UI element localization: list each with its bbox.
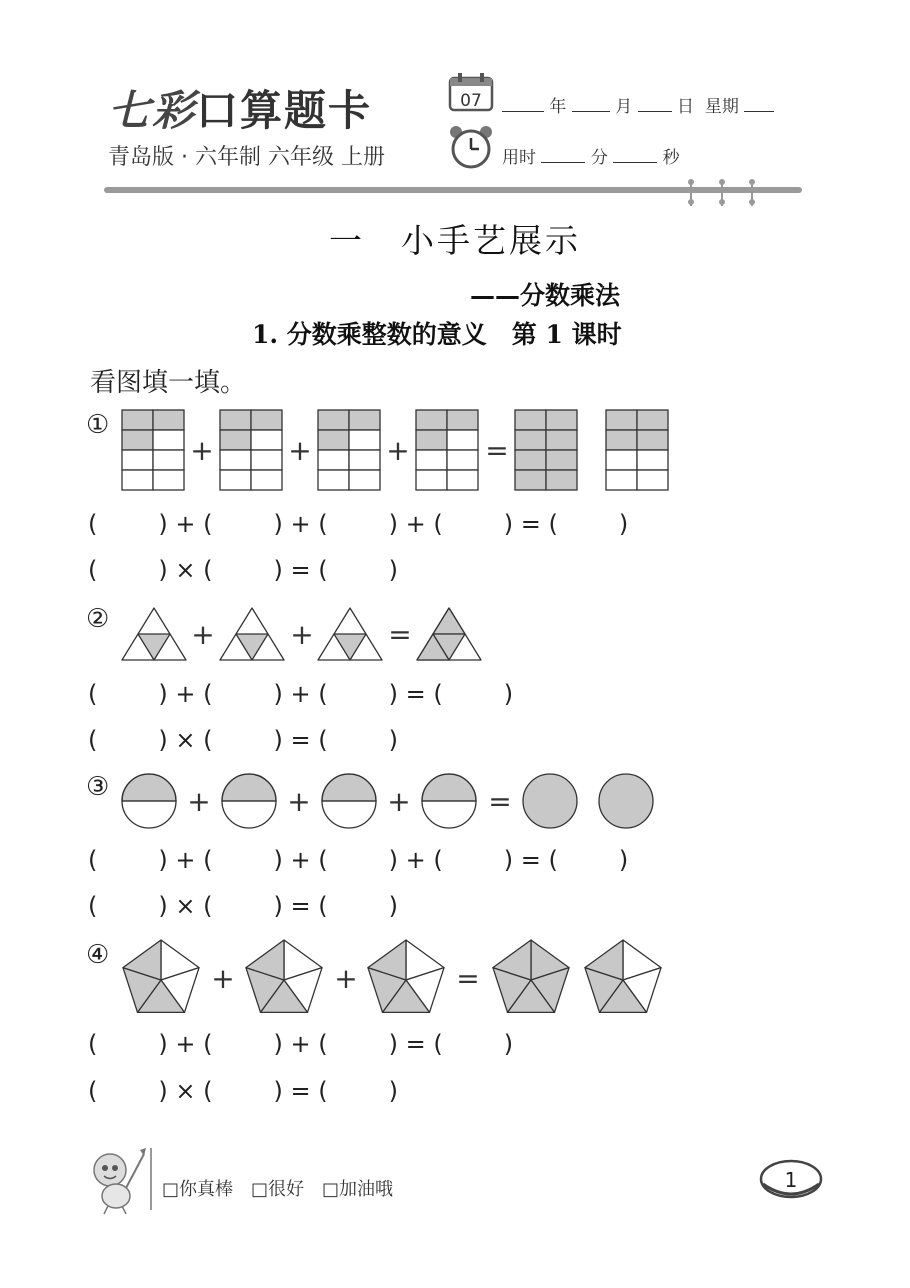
pentagon-sector [507, 980, 554, 1012]
second-label: 秒 [662, 148, 680, 168]
minute-blank[interactable] [541, 148, 585, 163]
plus-sign: + [190, 434, 214, 467]
grid-rect-3 [318, 410, 380, 490]
pentagon-sector [260, 980, 307, 1012]
problem-3-figures [122, 774, 653, 828]
header-rule [104, 178, 804, 212]
half-circle-4 [422, 774, 476, 828]
problem-1-add-line[interactable]: ( ) + ( ) + ( ) + ( ) = ( ) [88, 510, 629, 538]
problem-number-4: ④ [86, 940, 110, 970]
grid-rect-result-1 [515, 410, 577, 490]
problem-number-3: ③ [86, 772, 110, 802]
plus-sign: + [211, 962, 235, 995]
brand-main: 口算题卡 [196, 86, 373, 135]
pentagon-sector [284, 968, 322, 1013]
second-blank[interactable] [613, 148, 657, 163]
equals-sign: = [456, 962, 480, 995]
grid-rect-2 [220, 410, 282, 490]
year-label: 年 [549, 97, 567, 117]
problem-4-add-line[interactable]: ( ) + ( ) + ( ) = ( ) [88, 1030, 514, 1058]
pentagon-sector [585, 940, 623, 980]
pentagon-sector [382, 980, 429, 1012]
plus-sign: + [187, 785, 211, 818]
half-circle-2 [222, 774, 276, 828]
section-subtitle: ——分数乘法 [470, 281, 621, 310]
grid-rect-1 [122, 410, 184, 490]
equals-sign: = [488, 785, 512, 818]
edition-label: 青岛版 · 六年制 六年级 上册 [108, 145, 385, 170]
plus-sign: + [334, 962, 358, 995]
pentagon-2 [246, 940, 322, 1012]
day-label: 日 [677, 97, 695, 117]
date-fields [502, 92, 774, 117]
equals-sign: = [388, 618, 412, 651]
time-used-label: 用时 [502, 148, 536, 168]
day-blank[interactable] [638, 97, 672, 112]
triangle-result [417, 608, 481, 660]
triangle-3 [318, 608, 382, 660]
pentagon-sector [493, 940, 531, 980]
pentagon-1 [123, 940, 199, 1012]
plus-sign: + [290, 618, 314, 651]
problem-4-figures [123, 940, 661, 1012]
plus-sign: + [191, 618, 215, 651]
problem-1-mul-line[interactable]: ( ) × ( ) = ( ) [88, 556, 399, 584]
weekday-blank[interactable] [744, 97, 774, 112]
clock-icon [448, 124, 494, 170]
time-fields [502, 143, 680, 168]
pentagon-result-1 [493, 940, 569, 1012]
problem-1-figures [122, 410, 668, 490]
pentagon-sector [406, 968, 444, 1013]
pentagon-sector [123, 940, 161, 980]
half-circle-1 [122, 774, 176, 828]
pentagon-result-2 [585, 940, 661, 1012]
section-title: 一 小手艺展示 [329, 221, 581, 260]
problem-number-1: ① [86, 410, 110, 440]
plus-sign: + [287, 785, 311, 818]
pentagon-sector [599, 980, 646, 1012]
rating-options[interactable]: □你真棒 □很好 □加油哦 [162, 1179, 394, 1200]
month-blank[interactable] [572, 97, 610, 112]
problem-4-mul-line[interactable]: ( ) × ( ) = ( ) [88, 1077, 399, 1105]
plus-sign: + [387, 785, 411, 818]
equals-sign: = [485, 434, 509, 467]
half-circle-3 [322, 774, 376, 828]
pentagon-sector [531, 940, 569, 980]
weekday-label: 星期 [704, 97, 739, 117]
page-number: 1 [784, 1168, 798, 1192]
problem-2-add-line[interactable]: ( ) + ( ) + ( ) = ( ) [88, 680, 514, 708]
pentagon-sector [531, 968, 569, 1013]
year-blank[interactable] [502, 97, 544, 112]
pentagon-sector [368, 940, 406, 980]
pentagon-sector [406, 940, 444, 980]
problem-3-add-line[interactable]: ( ) + ( ) + ( ) + ( ) = ( ) [88, 846, 629, 874]
calendar-day: 07 [460, 91, 482, 111]
pentagon-sector [161, 940, 199, 980]
brand-title [108, 78, 372, 138]
pentagon-sector [493, 968, 531, 1013]
lesson-title: 1. 分数乘整数的意义 第 1 课时 [252, 320, 622, 349]
grid-rect-4 [416, 410, 478, 490]
pentagon-sector [123, 968, 161, 1013]
problem-number-2: ② [86, 604, 110, 634]
month-label: 月 [615, 97, 633, 117]
full-circle-result-2 [599, 774, 653, 828]
full-circle-result-1 [523, 774, 577, 828]
pentagon-sector [137, 980, 184, 1012]
problem-2-figures [122, 608, 481, 660]
brand-script: 七彩 [108, 86, 197, 135]
problem-3-mul-line[interactable]: ( ) × ( ) = ( ) [88, 892, 399, 920]
pentagon-sector [623, 940, 661, 980]
pentagon-sector [368, 968, 406, 1013]
footer-divider [150, 1148, 152, 1210]
pentagon-sector [161, 968, 199, 1013]
mascot-icon [82, 1144, 154, 1216]
triangle-1 [122, 608, 186, 660]
pentagon-sector [246, 940, 284, 980]
plus-sign: + [288, 434, 312, 467]
pentagon-sector [623, 968, 661, 1013]
pentagon-3 [368, 940, 444, 1012]
pentagon-sector [585, 968, 623, 1013]
calendar-icon [448, 72, 496, 112]
pentagon-sector [284, 940, 322, 980]
instruction-text: 看图填一填。 [90, 368, 247, 398]
plus-sign: + [386, 434, 410, 467]
pentagon-sector [246, 968, 284, 1013]
grid-rect-result-2 [606, 410, 668, 490]
problem-2-mul-line[interactable]: ( ) × ( ) = ( ) [88, 726, 399, 754]
triangle-2 [220, 608, 284, 660]
minute-label: 分 [590, 148, 608, 168]
